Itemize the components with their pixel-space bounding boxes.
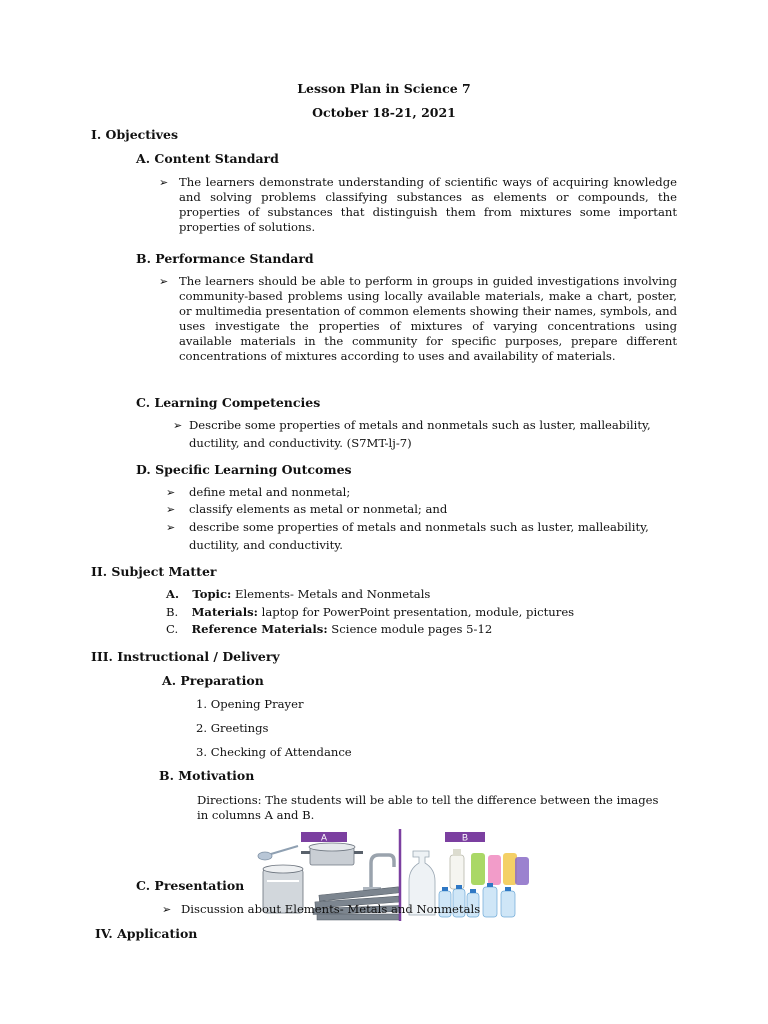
- document-title: Lesson Plan in Science 7: [297, 81, 471, 96]
- performance-standard-heading: B. Performance Standard: [136, 251, 314, 266]
- performance-standard-text: The learners should be able to perform in groups in guided investigations involving community-based problems using locally available materials, make a chart, poster, or multimedia presentation of common elements showing their names, symbols, and uses investigate the properties of mixtures of varying concentrations using available materials in the community for specific purposes, prepare different concentrations of mixtures according to uses and availability of materials.: [179, 274, 677, 363]
- subject-item-label: Topic:: [192, 587, 232, 601]
- learning-competency-line-1: Describe some properties of metals and nonmetals such as luster, malleability,: [189, 418, 651, 432]
- pink-bottle-icon: [488, 855, 501, 885]
- pot-rim: [309, 843, 355, 851]
- preparation-item-2: 2. Greetings: [196, 721, 269, 735]
- section-instructional-heading: III. Instructional / Delivery: [91, 649, 280, 664]
- subject-item-value: laptop for PowerPoint presentation, module, pictures: [261, 605, 575, 619]
- subject-item-marker: B.: [166, 605, 179, 619]
- subject-item-value: Science module pages 5-12: [331, 622, 493, 636]
- green-bottle-icon: [471, 853, 485, 885]
- stock-pot-rim: [263, 865, 303, 873]
- preparation-item-3: 3. Checking of Attendance: [196, 745, 352, 759]
- outcome-item-3-line-1: describe some properties of metals and nonmetals such as luster, malleability,: [189, 520, 649, 534]
- subject-item-label: Materials:: [191, 605, 258, 619]
- outcome-item-3-line-2: ductility, and conductivity.: [189, 538, 343, 552]
- section-subject-matter-heading: II. Subject Matter: [91, 564, 217, 579]
- arrow-bullet-icon: ➢: [159, 275, 169, 288]
- pot-handle-right: [354, 851, 363, 854]
- column-a-label: A: [320, 832, 328, 843]
- document-date: October 18-21, 2021: [312, 105, 456, 120]
- column-b-label: B: [461, 832, 469, 843]
- section-objectives-heading: I. Objectives: [91, 127, 179, 142]
- learning-competencies-heading: C. Learning Competencies: [136, 395, 321, 410]
- motivation-directions-line-2: in columns A and B.: [197, 808, 315, 822]
- motivation-directions-line-1: Directions: The students will be able to tell the difference between the images: [197, 793, 659, 807]
- subject-item-marker: A.: [166, 587, 180, 601]
- learning-competency-line-2: ductility, and conductivity. (S7MT-lj-7): [189, 436, 412, 450]
- motivation-heading: B. Motivation: [159, 768, 255, 783]
- content-standard-heading: A. Content Standard: [136, 151, 279, 166]
- arrow-bullet-icon: ➢: [159, 176, 169, 189]
- pot-handle-left: [301, 851, 310, 854]
- subject-item-materials: [166, 605, 574, 620]
- subject-item-marker: C.: [166, 622, 179, 636]
- preparation-item-1: 1. Opening Prayer: [196, 697, 304, 711]
- specific-outcomes-heading: D. Specific Learning Outcomes: [136, 462, 352, 477]
- outcome-item-1: define metal and nonmetal;: [189, 485, 351, 499]
- spoon-handle: [271, 846, 298, 854]
- preparation-heading: A. Preparation: [162, 673, 264, 688]
- arrow-bullet-icon: ➢: [162, 903, 172, 916]
- content-standard-text: The learners demonstrate understanding of scientific ways of acquiring knowledge and solving problems classifying substances as elements or compounds, the properties of substances that distinguish them from mixtures some important properties of solutions.: [179, 175, 677, 234]
- section-application-heading: IV. Application: [95, 926, 198, 941]
- white-bottle-cap: [453, 849, 461, 856]
- arrow-bullet-icon: ➢: [173, 419, 183, 432]
- presentation-heading: C. Presentation: [136, 878, 245, 893]
- yellow-bottle-icon: [503, 853, 517, 885]
- faucet-icon: [371, 855, 394, 889]
- spoon-icon: [258, 852, 272, 860]
- subject-item-value: Elements- Metals and Nonmetals: [235, 587, 431, 601]
- arrow-bullet-icon: ➢: [166, 503, 176, 516]
- subject-item-topic: [166, 587, 430, 602]
- outcome-item-2: classify elements as metal or nonmetal; and: [189, 502, 448, 516]
- subject-item-reference: [166, 622, 492, 637]
- arrow-bullet-icon: ➢: [166, 486, 176, 499]
- purple-bottle-icon: [515, 857, 529, 885]
- white-bottle-icon: [450, 855, 464, 889]
- presentation-item: Discussion about Elements- Metals and Nonmetals: [181, 902, 481, 916]
- arrow-bullet-icon: ➢: [166, 521, 176, 534]
- subject-item-label: Reference Materials:: [191, 622, 328, 636]
